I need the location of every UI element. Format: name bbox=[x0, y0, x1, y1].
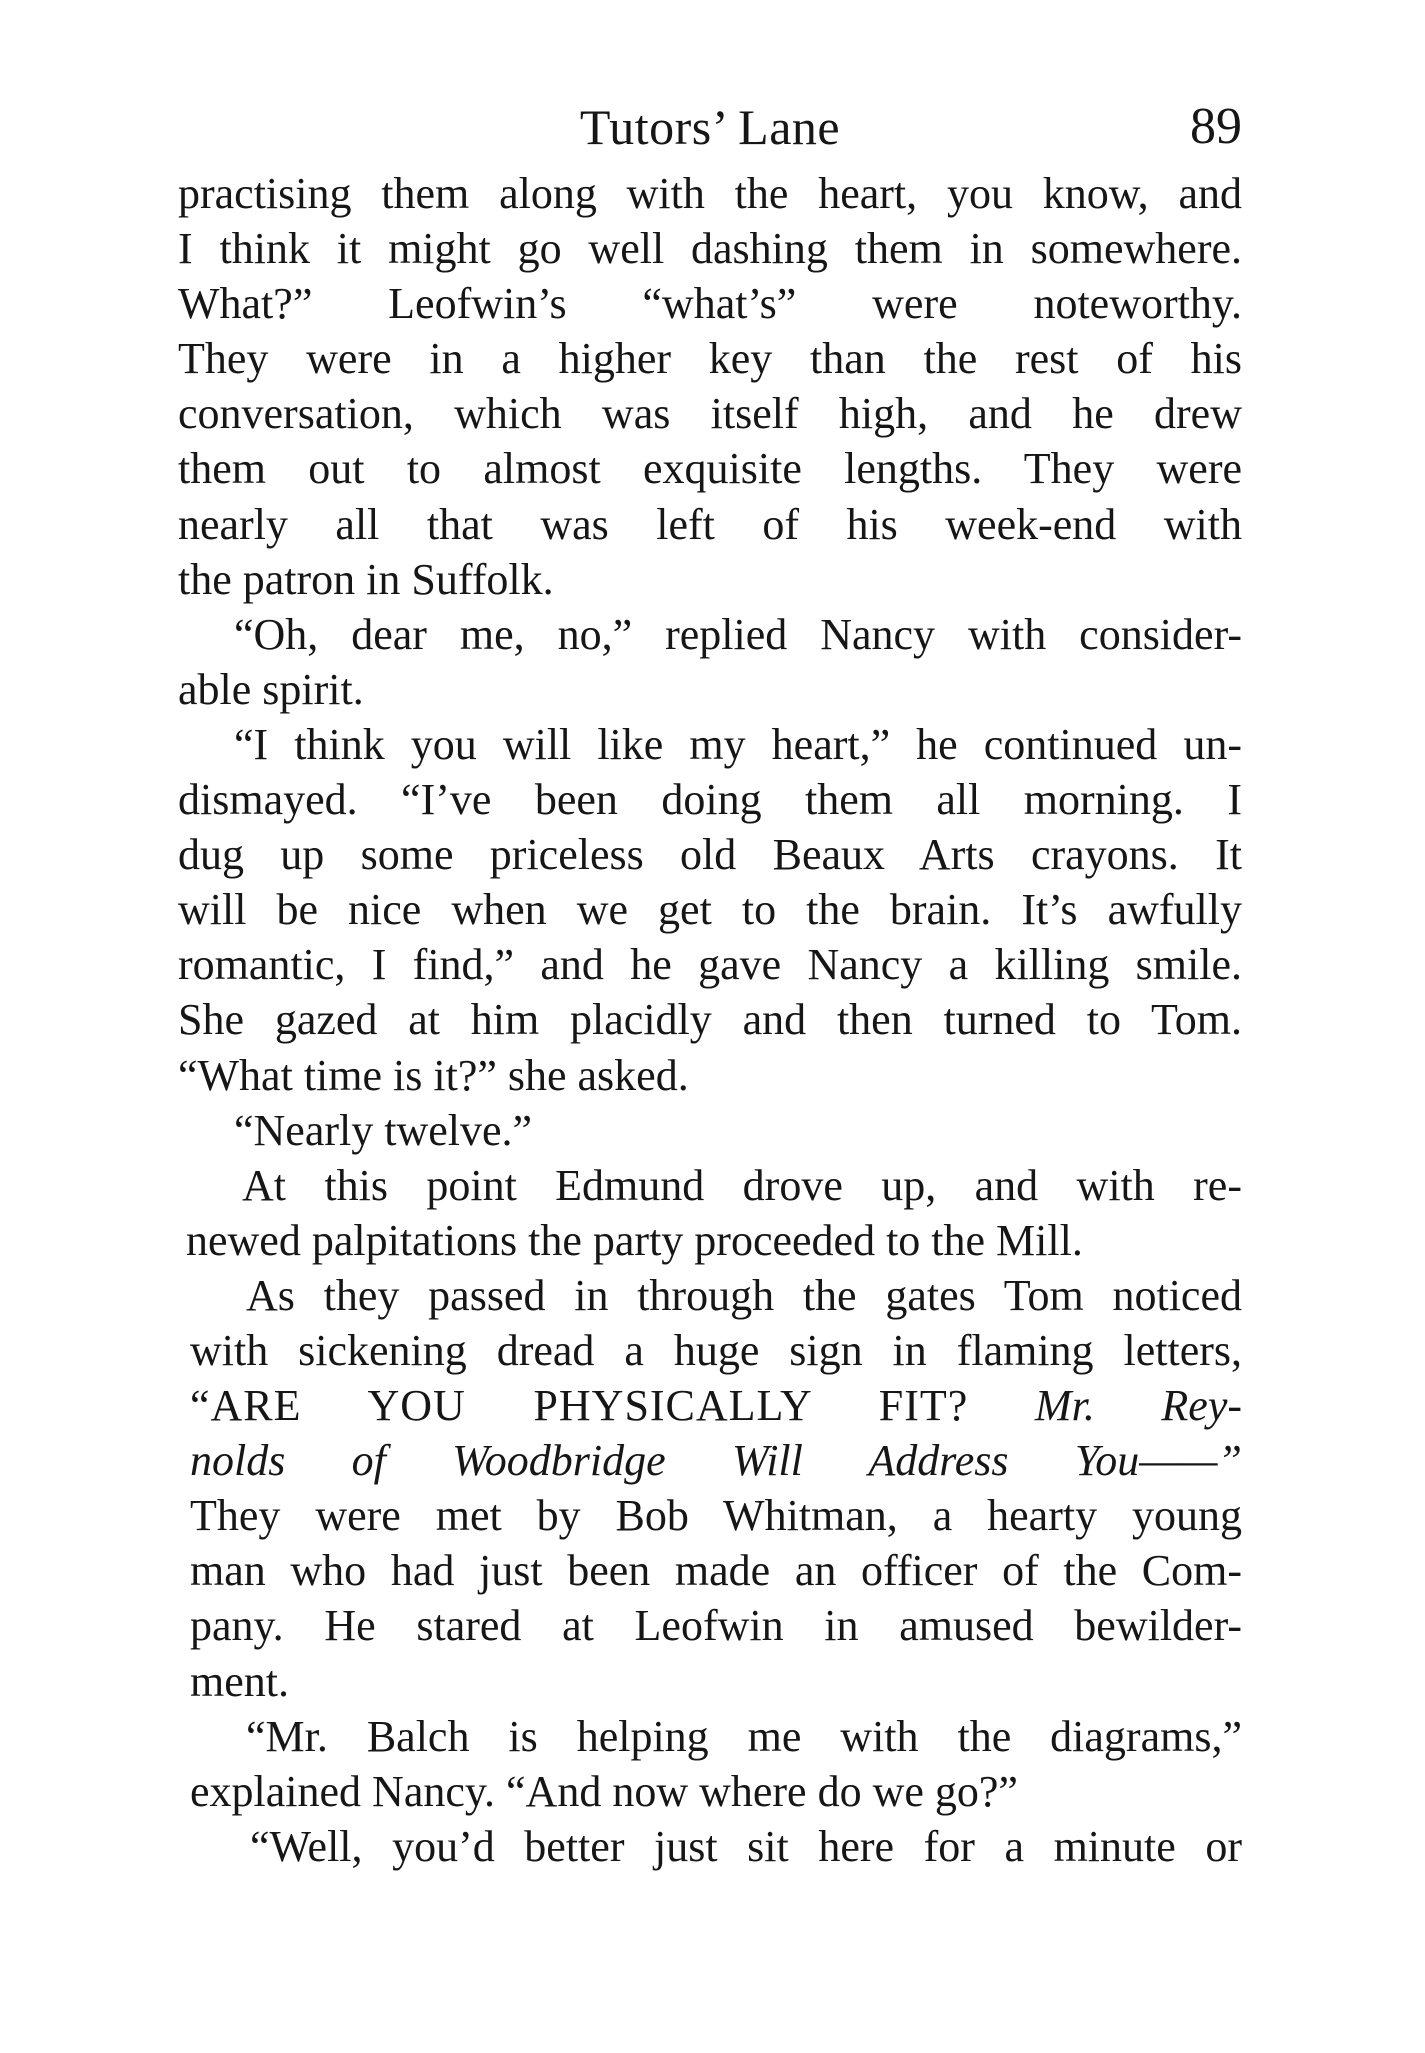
text-line: conversation, which was itself high, and he drew bbox=[178, 389, 1242, 439]
text-line: able spirit. bbox=[178, 664, 364, 714]
text-line: practising them along with the heart, you know, and bbox=[178, 169, 1242, 218]
text-line: nearly all that was left of his week-end with bbox=[178, 499, 1242, 549]
text-line: dismayed. “I’ve been doing them all morning. I bbox=[178, 775, 1242, 825]
page-body bbox=[178, 166, 1242, 1874]
text-line: “Mr. Balch is helping me with the diagrams,” bbox=[246, 1711, 1242, 1761]
sign-text-italic: Mr. Rey- bbox=[1034, 1381, 1243, 1431]
text-line: man who had just been made an officer of the Com- bbox=[190, 1546, 1242, 1596]
sign-text: “ARE YOU PHYSICALLY FIT? bbox=[190, 1381, 969, 1431]
text-line: I think it might go well dashing them in somewhere. bbox=[178, 224, 1242, 274]
text-line: newed palpitations the party proceeded to the Mill. bbox=[186, 1215, 1083, 1265]
text-line: dug up some priceless old Beaux Arts crayons. It bbox=[178, 830, 1242, 880]
text-line: the patron in Suffolk. bbox=[178, 554, 554, 604]
sign-line bbox=[190, 1378, 1242, 1433]
text-line: them out to almost exquisite lengths. They were bbox=[178, 444, 1242, 494]
text-line: “Nearly twelve.” bbox=[234, 1105, 533, 1155]
text-line: “What time is it?” she asked. bbox=[178, 1050, 689, 1100]
text-line: At this point Edmund drove up, and with re- bbox=[242, 1160, 1242, 1210]
text-line: What?” Leofwin’s “what’s” were noteworthy. bbox=[178, 279, 1242, 329]
sign-text-italic: nolds of Woodbridge Will Address You——” bbox=[190, 1436, 1242, 1486]
text-line: “Oh, dear me, no,” replied Nancy with consider- bbox=[234, 609, 1242, 659]
text-line: “I think you will like my heart,” he continued un- bbox=[234, 719, 1242, 769]
text-line: As they passed in through the gates Tom noticed bbox=[246, 1270, 1242, 1320]
text-line: romantic, I find,” and he gave Nancy a killing smile. bbox=[178, 940, 1242, 990]
text-line: They were met by Bob Whitman, a hearty young bbox=[190, 1491, 1242, 1541]
text-line: She gazed at him placidly and then turned to Tom. bbox=[178, 995, 1242, 1045]
page-header bbox=[178, 92, 1242, 162]
text-line: with sickening dread a huge sign in flaming letters, bbox=[190, 1325, 1242, 1375]
text-line: will be nice when we get to the brain. It’s awfully bbox=[178, 885, 1242, 935]
page-number: 89 bbox=[1190, 98, 1242, 155]
running-title: Tutors’ Lane bbox=[579, 99, 841, 155]
text-line: “Well, you’d better just sit here for a minute or bbox=[250, 1821, 1242, 1871]
sign-line-italic bbox=[190, 1433, 1242, 1488]
text-line: explained Nancy. “And now where do we go?” bbox=[190, 1766, 1018, 1816]
text-line: pany. He stared at Leofwin in amused bewilder- bbox=[190, 1601, 1242, 1651]
text-line: ment. bbox=[190, 1656, 289, 1706]
text-line: They were in a higher key than the rest of his bbox=[178, 334, 1242, 384]
